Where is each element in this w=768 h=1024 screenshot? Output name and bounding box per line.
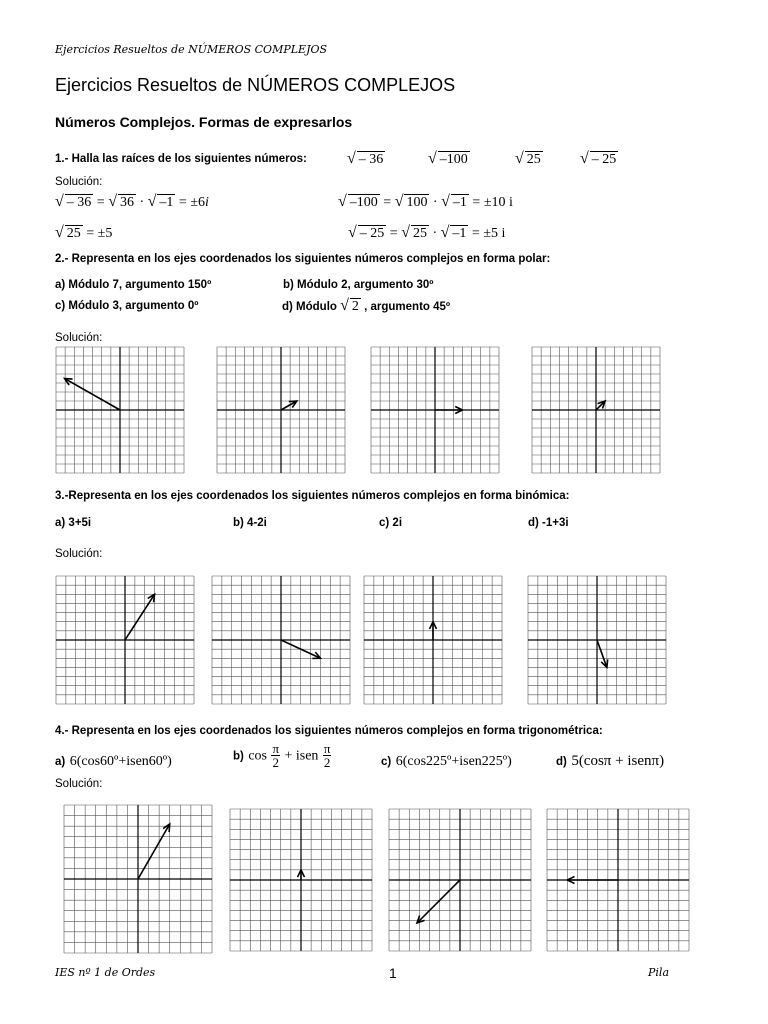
- q3-item-a: a) 3+5i: [55, 517, 92, 529]
- q2-grid-a: [55, 346, 185, 474]
- q4-grid-b: [229, 808, 373, 952]
- q3-solution-label: Solución:: [55, 548, 103, 560]
- q2-solution-label: Solución:: [55, 332, 103, 344]
- q3-grid-b: [211, 575, 351, 705]
- q4-grid-d: [546, 808, 690, 952]
- vector-arrow: [138, 824, 170, 879]
- q2-grid-c: [370, 346, 500, 474]
- q2-grid-b: [216, 346, 346, 474]
- q1-solution-2: √ –100 = √ 100 · √ –1 = ±10 i: [338, 193, 513, 210]
- q2-item-b: b) Módulo 2, argumento 30º: [283, 279, 434, 291]
- q1-solution-1: √ – 36 = √ 36 · √ –1 = ±6i: [55, 193, 209, 210]
- q3-grid-d: [527, 575, 667, 705]
- q3-item-c: c) 2i: [379, 517, 403, 529]
- q3-grid-c: [363, 575, 503, 705]
- running-header: Ejercicios Resueltos de NÚMEROS COMPLEJOS: [55, 43, 328, 56]
- page-title: Ejercicios Resueltos de NÚMEROS COMPLEJOS: [55, 75, 456, 95]
- vector-arrow: [125, 594, 155, 640]
- q2-item-a: a) Módulo 7, argumento 150º: [55, 279, 212, 291]
- q4-item-d: d) 5(cosπ + isenπ): [556, 753, 665, 769]
- q2-item-d: d) Módulo √ 2 , argumento 45º: [282, 297, 451, 314]
- footer-school: IES nº 1 de Ordes: [55, 966, 156, 979]
- footer-author: Pila: [648, 966, 669, 979]
- q1-number-1: √ – 36: [347, 150, 384, 167]
- vector-arrow: [417, 880, 460, 923]
- q4-item-b: b) cos $\frac{\pi}{2}$ + isen $\frac{\pi}{2}$: [233, 741, 331, 770]
- q1-solution-label: Solución:: [55, 176, 103, 188]
- page-number: 1: [389, 965, 397, 981]
- q1-number-2: √ –100: [428, 150, 468, 167]
- q4-grid-a: [63, 804, 213, 954]
- q3-item-b: b) 4-2i: [233, 517, 267, 529]
- q4-solution-label: Solución:: [55, 778, 103, 790]
- q3-grid-a: [55, 575, 195, 705]
- q3-item-d: d) -1+3i: [528, 517, 569, 529]
- q1-statement: 1.- Halla las raíces de los siguientes números:: [55, 153, 307, 165]
- q4-statement: 4.- Representa en los ejes coordenados los siguientes números complejos en forma trigonométrica:: [55, 725, 603, 737]
- q3-statement: 3.-Representa en los ejes coordenados los siguientes números complejos en forma binómica:: [55, 490, 570, 502]
- q4-item-c: c) 6(cos225º+isen225º): [381, 754, 512, 769]
- q1-solution-4: √ – 25 = √ 25 · √ –1 = ±5 i: [348, 224, 506, 241]
- q2-item-c: c) Módulo 3, argumento 0º: [55, 300, 199, 312]
- section-title: Números Complejos. Formas de expresarlos: [55, 114, 353, 130]
- q2-statement: 2.- Representa en los ejes coordenados los siguientes números complejos en forma polar:: [55, 253, 551, 265]
- q1-solution-3: √ 25 = ±5: [55, 224, 113, 241]
- q4-item-a: $_{a)}$ 6(cos60º+isen60º): [55, 754, 172, 769]
- q1-number-4: √ – 25: [580, 150, 617, 167]
- q4-grid-c: [388, 808, 532, 952]
- q2-grid-d: [531, 346, 661, 474]
- q1-number-3: √ 25: [515, 150, 541, 167]
